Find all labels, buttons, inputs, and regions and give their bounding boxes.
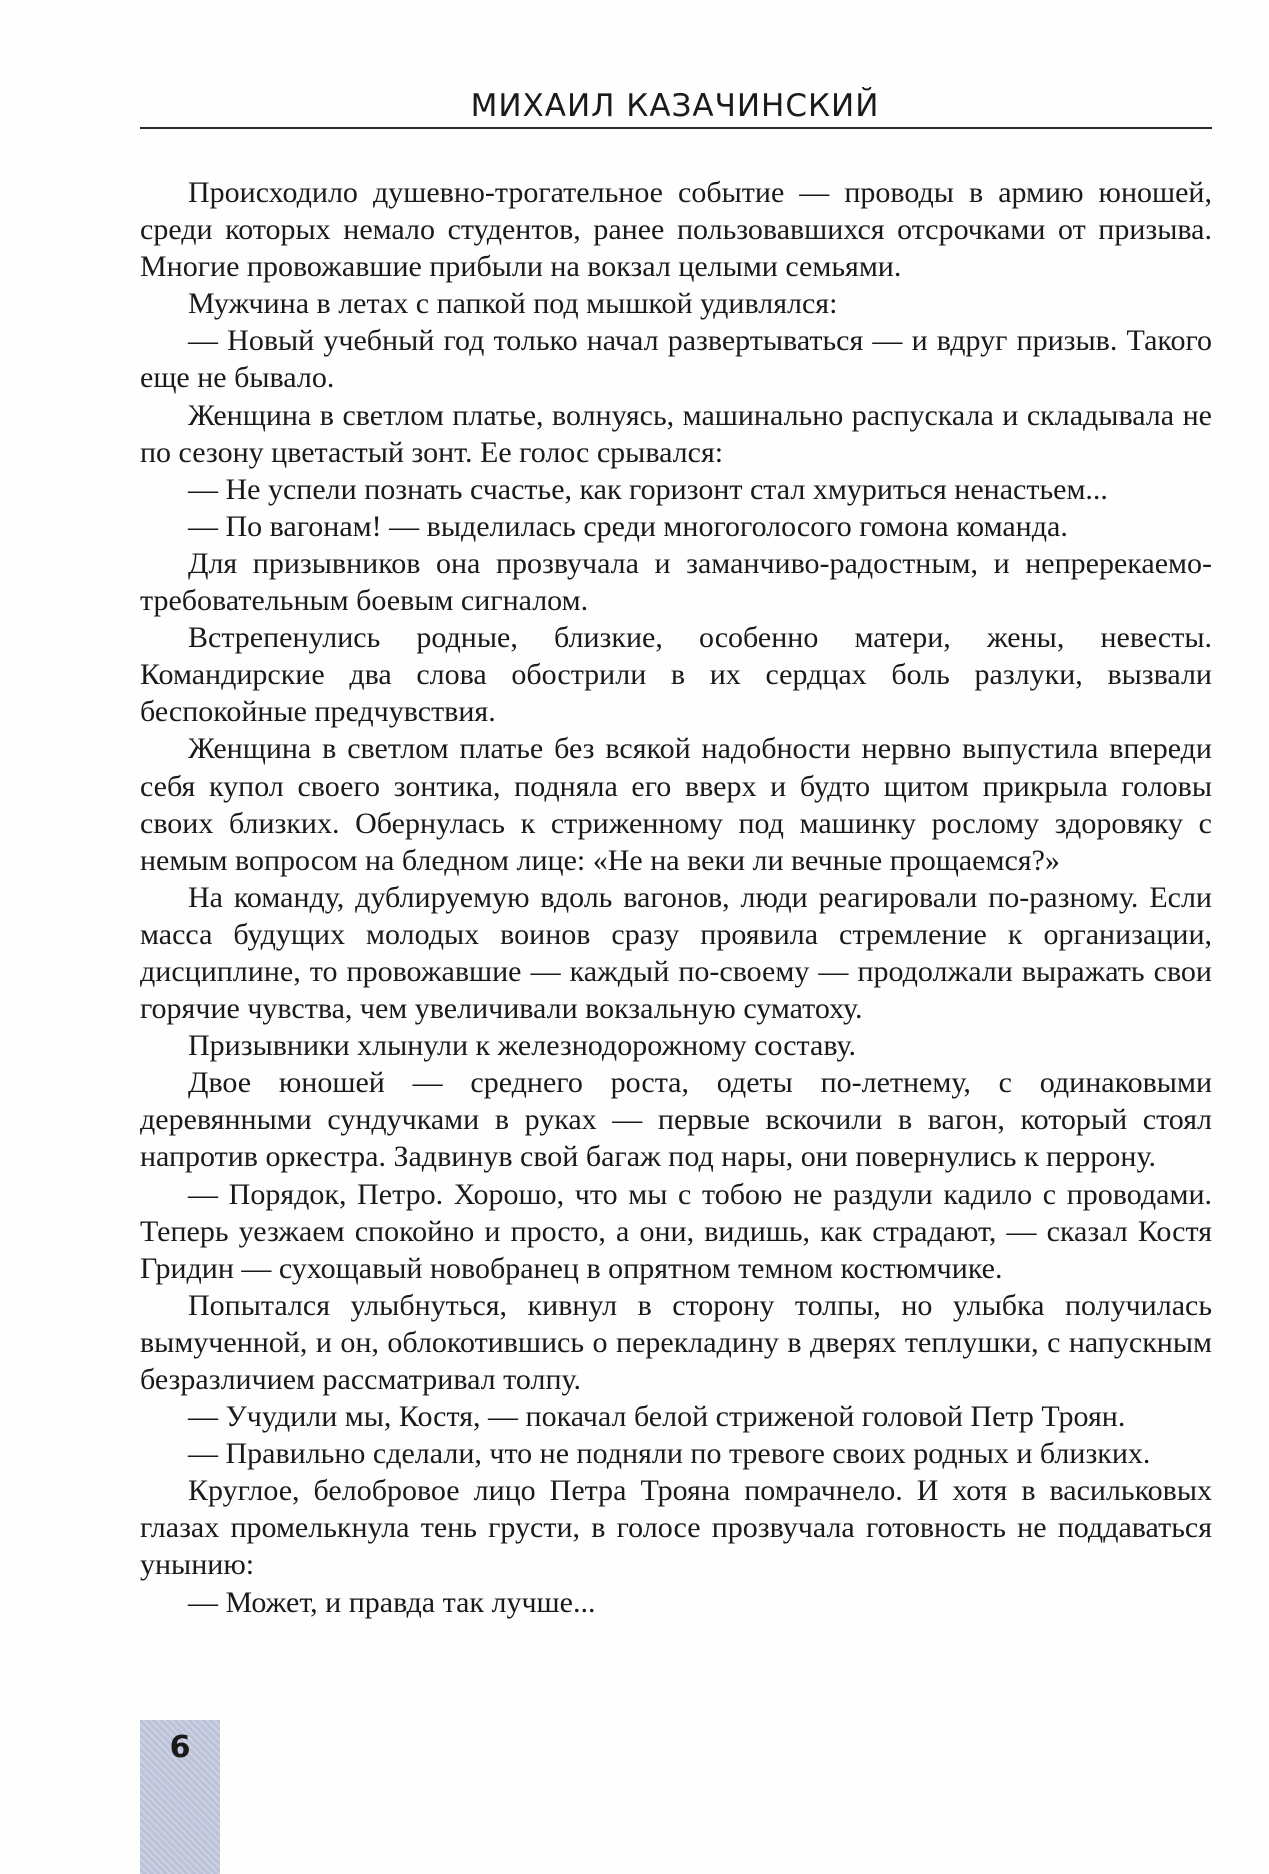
paragraph: Круглое, белобровое лицо Петра Трояна помрачнело. И хотя в васильковых глазах промелькнула тень грусти, в голосе прозвучала готовность не поддаваться унынию: <box>140 1474 1212 1582</box>
header-rule <box>140 127 1212 129</box>
page-number: 6 <box>169 1730 191 1765</box>
paragraph: Происходило душевно-трогательное событие — проводы в армию юношей, среди которых немало студентов, ранее пользовавшихся отсрочками от призыва. Многие провожавшие прибыли на вокзал целыми семьями. <box>140 176 1212 284</box>
paragraph: Двое юношей — среднего роста, одеты по-летнему, с одинаковыми деревянными сундучками в руках — первые вскочили в вагон, который стоял напротив оркестра. Задвинув свой багаж под нары, они повернулись к перрону. <box>140 1066 1212 1174</box>
paragraph: — Правильно сделали, что не подняли по тревоге своих родных и близких. <box>188 1437 1151 1471</box>
paragraph: — По вагонам! — выделилась среди многоголосого гомона команда. <box>188 509 1068 543</box>
body-text <box>140 174 1212 1621</box>
paragraph: Призывники хлынули к железнодорожному составу. <box>188 1029 856 1063</box>
paragraph: Женщина в светлом платье, волнуясь, машинально распускала и складывала не по сезону цветастый зонт. Ее голос срывался: <box>140 398 1212 469</box>
paragraph: Для призывников она прозвучала и заманчиво-радостным, и непререкаемо-требовательным боевым сигналом. <box>140 546 1212 618</box>
paragraph: — Порядок, Петро. Хорошо, что мы с тобою не раздули кадило с проводами. Теперь уезжаем спокойно и просто, а они, видишь, как страдают, — сказал Костя Гридин — сухощавый новобранец в опрятном темном костюмчике. <box>140 1177 1212 1285</box>
paragraph: Женщина в светлом платье без всякой надобности нервно выпустила впереди себя купол своего зонтика, подняла его вверх и будто щитом прикрыла головы своих близких. Обернулась к стриженному под машинку рослому здоровяку с немым вопросом на бледном лице: «Не на веки ли вечные прощаемся?» <box>140 732 1212 877</box>
paragraph: — Может, и правда так лучше... <box>188 1585 596 1619</box>
paragraph: — Новый учебный год только начал развертываться — и вдруг призыв. Такого еще не бывало. <box>140 324 1212 395</box>
paragraph: — Учудили мы, Костя, — покачал белой стриженой головой Петр Троян. <box>188 1400 1126 1434</box>
paragraph: Мужчина в летах с папкой под мышкой удивлялся: <box>188 287 838 321</box>
paragraph: — Не успели познать счастье, как горизонт стал хмуриться ненастьем... <box>188 472 1108 506</box>
paragraph: Попытался улыбнуться, кивнул в сторону толпы, но улыбка получилась вымученной, и он, облокотившись о перекладину в дверях теплушки, с напускным безразличием рассматривал толпу. <box>140 1288 1212 1396</box>
running-header-author: МИХАИЛ КАЗАЧИНСКИЙ <box>470 88 880 124</box>
paragraph: Встрепенулись родные, близкие, особенно матери, жены, невесты. Командирские два слова обострили в их сердцах боль разлуки, вызвали беспокойные предчувствия. <box>140 621 1212 729</box>
paragraph: На команду, дублируемую вдоль вагонов, люди реагировали по-разному. Если масса будущих молодых воинов сразу проявила стремление к организации, дисциплине, то провожавшие — каждый по-своему — продолжали выражать свои горячие чувства, чем увеличивали вокзальную суматоху. <box>140 880 1212 1026</box>
